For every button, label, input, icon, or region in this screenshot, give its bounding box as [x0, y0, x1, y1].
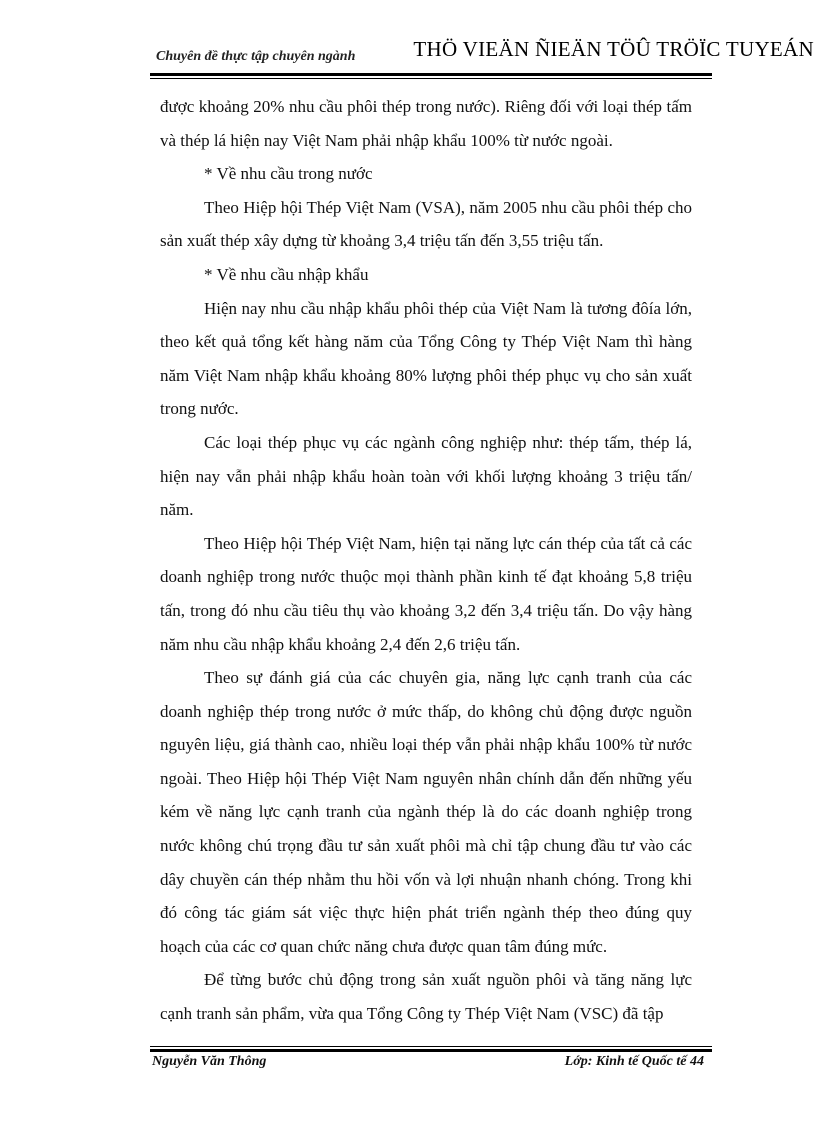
body-text — [160, 90, 692, 1031]
footer-author: Nguyễn Văn Thông — [152, 1054, 267, 1069]
header-subject-title: Chuyên đề thực tập chuyên ngành — [156, 49, 356, 64]
paragraph: Theo Hiệp hội Thép Việt Nam, hiện tại năng lực cán thép của tất cả các doanh nghiệp trong nước thuộc mọi thành phần kinh tế đạt khoảng 5,8 triệu tấn, trong đó nhu cầu tiêu thụ vào khoảng 3,2 đến 3,4 triệu tấn. Do vậy hàng năm nhu cầu nhập khẩu khoảng 2,4 đến 2,6 triệu tấn. — [160, 533, 692, 654]
paragraph: Hiện nay nhu cầu nhập khẩu phôi thép của Việt Nam là tương đôía lớn, theo kết quả tổng kết hàng năm của Tổng Công ty Thép Việt Nam thì hàng năm Việt Nam nhập khẩu khoảng 80% lượng phôi thép phục vụ cho sản xuất trong nước. — [160, 298, 692, 419]
page-header — [150, 34, 814, 74]
paragraph: Theo sự đánh giá của các chuyên gia, năng lực cạnh tranh của các doanh nghiệp thép trong nước ở mức thấp, do không chủ động được nguồn nguyên liệu, giá thành cao, nhiều loại thép vẫn phải nhập khẩu 100% từ nước ngoài. Theo Hiệp hội Thép Việt Nam nguyên nhân chính dẫn đến những yếu kém về năng lực cạnh tranh của ngành thép là do các doanh nghiệp trong nước không chú trọng đầu tư sản xuất phôi mà chỉ tập chung đầu tư vào các dây chuyền cán thép nhằm thu hồi vốn và lợi nhuận nhanh chóng. Trong khi đó công tác giám sát việc thực hiện phát triển ngành thép theo đúng quy hoạch của các cơ quan chức năng chưa được quan tâm đúng mức. — [160, 668, 692, 956]
header-rule-thick — [150, 73, 712, 76]
footer-class: Lớp: Kinh tế Quốc tế 44 — [564, 1054, 704, 1069]
paragraph-import-demand-heading: * Về nhu cầu nhập khẩu — [204, 264, 369, 284]
paragraph: Theo Hiệp hội Thép Việt Nam (VSA), năm 2005 nhu cầu phôi thép cho sản xuất thép xây dựng từ khoảng 3,4 triệu tấn đến 3,55 triệu tấn. — [160, 197, 692, 251]
paragraph-domestic-demand-heading: * Về nhu cầu trong nước — [204, 164, 373, 184]
footer-rule-thin — [150, 1046, 712, 1047]
paragraph-continuation: được khoảng 20% nhu cầu phôi thép trong nước). Riêng đối với loại thép tấm và thép lá hiện nay Việt Nam phải nhập khẩu 100% từ nước ngoài. — [160, 97, 692, 150]
header-library-title: THÖ VIEÄN ÑIEÄN TÖÛ TRÖÏC TUYEÁN — [413, 37, 814, 61]
page-footer — [150, 1052, 712, 1078]
paragraph: Các loại thép phục vụ các ngành công nghiệp như: thép tấm, thép lá, hiện nay vẫn phải nhập khẩu hoàn toàn với khối lượng khoảng 3 triệu tấn/ năm. — [160, 432, 692, 520]
paragraph: Để từng bước chủ động trong sản xuất nguồn phôi và tăng năng lực cạnh tranh sản phẩm, vừa qua Tổng Công ty Thép Việt Nam (VSC) đã tập — [160, 970, 692, 1024]
header-rule-thin — [150, 78, 712, 79]
